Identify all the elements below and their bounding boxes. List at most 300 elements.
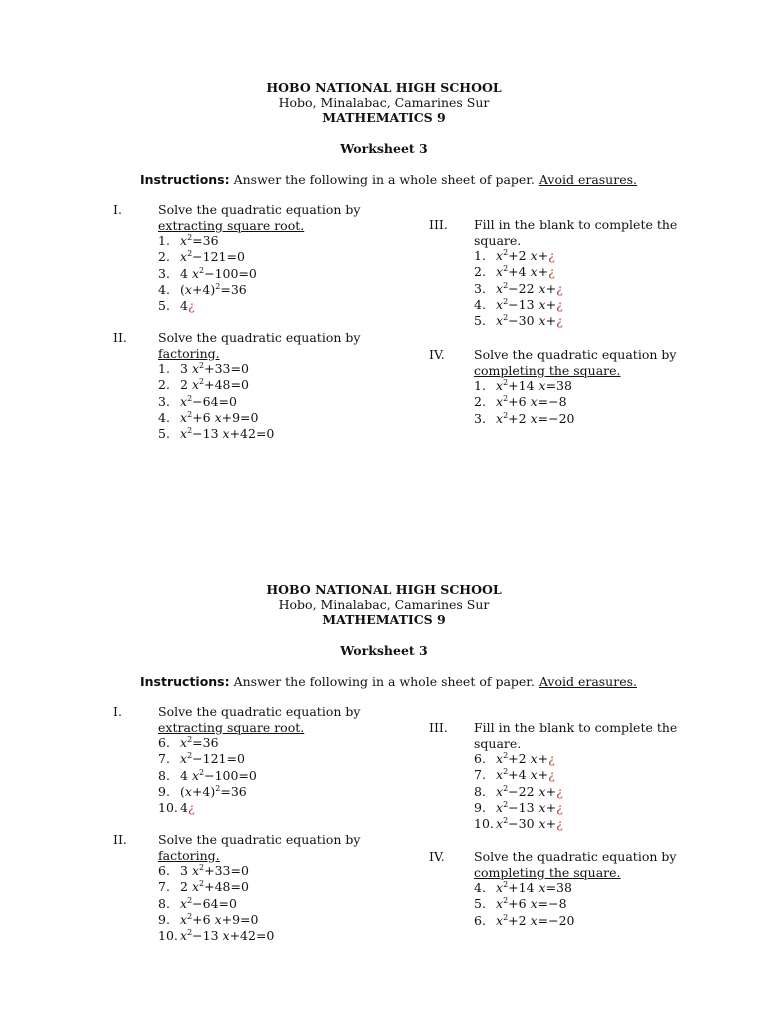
exponent: 2 bbox=[199, 377, 205, 387]
equation-text: −121=0 bbox=[192, 751, 245, 767]
item-number: 7. bbox=[474, 767, 486, 783]
item-number: 5. bbox=[474, 896, 486, 912]
equation-text: −121=0 bbox=[192, 249, 245, 265]
equation-text: −100=0 bbox=[204, 265, 257, 281]
variable: x bbox=[496, 767, 504, 783]
placeholder-glyph: ¿ bbox=[548, 751, 555, 766]
list-item bbox=[158, 768, 368, 784]
exponent: 2 bbox=[503, 896, 509, 906]
item-number: 3. bbox=[474, 280, 486, 296]
subject-title: MATHEMATICS 9 bbox=[322, 110, 446, 125]
variable: x bbox=[214, 409, 222, 425]
equation bbox=[180, 249, 245, 264]
equation-text: + bbox=[545, 296, 557, 312]
equation-text: 2 bbox=[180, 879, 192, 895]
section-method: factoring. bbox=[158, 847, 220, 863]
variable: x bbox=[530, 264, 538, 280]
equation-text: −13 bbox=[192, 928, 223, 944]
variable: x bbox=[530, 912, 538, 928]
variable: x bbox=[180, 409, 188, 425]
item-number: 6. bbox=[474, 912, 486, 928]
list-item bbox=[474, 896, 684, 912]
exponent: 2 bbox=[503, 767, 509, 777]
exponent: 2 bbox=[503, 783, 509, 793]
variable: x bbox=[538, 880, 546, 895]
item-number: 1. bbox=[158, 233, 170, 248]
placeholder-glyph: ¿ bbox=[556, 296, 563, 312]
item-number: 2. bbox=[474, 264, 486, 280]
equation-text: + bbox=[545, 816, 557, 832]
variable: x bbox=[530, 751, 538, 766]
list-item bbox=[158, 377, 368, 393]
exponent: 2 bbox=[503, 264, 509, 274]
variable: x bbox=[180, 735, 188, 750]
equation-text: =36 bbox=[220, 783, 247, 799]
item-number: 2. bbox=[158, 249, 170, 265]
instructions bbox=[140, 172, 637, 187]
list-item bbox=[474, 767, 684, 783]
variable: x bbox=[191, 377, 199, 393]
variable: x bbox=[180, 751, 188, 767]
equation-text: +9=0 bbox=[221, 911, 259, 927]
section-prompt: Solve the quadratic equation by bbox=[158, 202, 361, 217]
section-prompt: Solve the quadratic equation by bbox=[474, 849, 677, 864]
equation-text: =36 bbox=[192, 233, 219, 248]
item-list bbox=[474, 880, 684, 929]
item-number: 1. bbox=[158, 361, 170, 376]
equation-text: =36 bbox=[220, 281, 247, 297]
item-number: 6. bbox=[158, 863, 170, 878]
exponent: 2 bbox=[503, 751, 509, 760]
variable: x bbox=[496, 880, 504, 895]
exponent: 2 bbox=[187, 249, 193, 259]
section-method: square. bbox=[474, 232, 522, 248]
section-method: factoring. bbox=[158, 345, 220, 361]
section-method: extracting square root. bbox=[158, 217, 305, 233]
variable: x bbox=[184, 281, 192, 297]
school-address: Hobo, Minalabac, Camarines Sur bbox=[278, 597, 490, 612]
item-number: 5. bbox=[158, 298, 170, 314]
exponent: 2 bbox=[187, 735, 193, 744]
equation bbox=[180, 394, 237, 409]
exponent: 2 bbox=[199, 863, 205, 872]
instructions-text: Answer the following in a whole sheet of paper. bbox=[229, 172, 539, 187]
list-item bbox=[474, 880, 684, 896]
exponent: 2 bbox=[215, 783, 221, 793]
item-number: 8. bbox=[474, 783, 486, 799]
item-number: 3. bbox=[158, 393, 170, 409]
exponent: 2 bbox=[187, 911, 193, 921]
list-item bbox=[158, 735, 368, 751]
list-item bbox=[158, 896, 368, 912]
equation bbox=[180, 912, 258, 927]
item-list bbox=[158, 863, 368, 944]
equation-text: −30 bbox=[508, 816, 539, 832]
instructions-emphasis: Avoid erasures. bbox=[538, 172, 637, 187]
equation-text: ( bbox=[180, 281, 185, 297]
school-name: HOBO NATIONAL HIGH SCHOOL bbox=[266, 582, 502, 597]
list-item bbox=[474, 913, 684, 929]
equation-text: +48=0 bbox=[204, 377, 249, 393]
variable: x bbox=[530, 248, 538, 263]
equation bbox=[496, 248, 555, 263]
variable: x bbox=[191, 879, 199, 895]
section-numeral: I. bbox=[113, 704, 122, 719]
list-item bbox=[158, 298, 368, 314]
equation bbox=[180, 298, 195, 313]
exponent: 2 bbox=[503, 880, 509, 889]
section-numeral: II. bbox=[113, 330, 127, 345]
item-number: 2. bbox=[474, 394, 486, 410]
variable: x bbox=[538, 816, 546, 832]
section-prompt: Solve the quadratic equation by bbox=[474, 347, 677, 362]
variable: x bbox=[496, 751, 504, 766]
equation-text: −13 bbox=[508, 296, 539, 312]
instructions-emphasis: Avoid erasures. bbox=[538, 674, 637, 689]
variable: x bbox=[496, 248, 504, 263]
list-item bbox=[474, 411, 684, 427]
equation bbox=[180, 863, 249, 878]
equation-text: −22 bbox=[508, 280, 539, 296]
placeholder-glyph: ¿ bbox=[187, 800, 195, 816]
variable: x bbox=[222, 928, 230, 944]
equation-text: +48=0 bbox=[204, 879, 249, 895]
instructions bbox=[140, 674, 637, 689]
variable: x bbox=[496, 280, 504, 296]
item-number: 10. bbox=[158, 800, 178, 816]
placeholder-glyph: ¿ bbox=[556, 280, 563, 296]
list-item bbox=[158, 912, 368, 928]
equation bbox=[496, 913, 574, 928]
list-item bbox=[158, 784, 368, 800]
variable: x bbox=[538, 313, 546, 329]
variable: x bbox=[538, 280, 546, 296]
equation-text: +42=0 bbox=[229, 426, 275, 442]
equation-text: +6 bbox=[508, 394, 531, 410]
equation-text: −64=0 bbox=[192, 393, 237, 409]
exponent: 2 bbox=[187, 895, 193, 905]
equation-text: + bbox=[545, 783, 557, 799]
section-prompt: Fill in the blank to complete the bbox=[474, 217, 678, 232]
equation-text: −30 bbox=[508, 313, 539, 329]
equation-text: +2 bbox=[508, 751, 531, 766]
worksheet-title: Worksheet 3 bbox=[340, 643, 428, 658]
exponent: 2 bbox=[187, 393, 193, 403]
list-item bbox=[474, 816, 684, 832]
equation bbox=[180, 896, 237, 911]
section-numeral: I. bbox=[113, 202, 122, 217]
item-number: 2. bbox=[158, 377, 170, 393]
equation-text: 4 bbox=[180, 298, 188, 314]
equation-text: 4 bbox=[180, 265, 192, 281]
equation-text: =38 bbox=[545, 880, 572, 895]
variable: x bbox=[530, 896, 538, 912]
equation-text: −22 bbox=[508, 783, 539, 799]
list-item bbox=[158, 394, 368, 410]
equation-text: 4 bbox=[180, 800, 188, 816]
variable: x bbox=[538, 799, 546, 815]
item-number: 9. bbox=[158, 911, 170, 927]
equation bbox=[496, 896, 567, 911]
list-item bbox=[158, 800, 368, 816]
variable: x bbox=[180, 393, 188, 409]
equation bbox=[496, 378, 572, 393]
list-item bbox=[474, 800, 684, 816]
item-number: 4. bbox=[474, 880, 486, 895]
item-number: 4. bbox=[158, 409, 170, 425]
variable: x bbox=[180, 928, 188, 944]
section-numeral: III. bbox=[429, 720, 448, 735]
equation bbox=[496, 800, 563, 815]
equation bbox=[180, 282, 247, 297]
item-number: 4. bbox=[158, 281, 170, 297]
exponent: 2 bbox=[503, 296, 509, 306]
variable: x bbox=[530, 767, 538, 783]
equation-text: +33=0 bbox=[204, 361, 249, 376]
equation-text: −64=0 bbox=[192, 895, 237, 911]
equation-text: +4) bbox=[191, 281, 216, 297]
list-item bbox=[158, 361, 368, 377]
list-item bbox=[474, 394, 684, 410]
worksheet-bottom bbox=[0, 502, 768, 1002]
item-list bbox=[158, 735, 368, 816]
equation bbox=[496, 313, 563, 328]
variable: x bbox=[496, 378, 504, 393]
list-item bbox=[158, 751, 368, 767]
equation bbox=[180, 233, 219, 248]
equation bbox=[496, 751, 555, 766]
list-item bbox=[158, 879, 368, 895]
equation bbox=[180, 361, 249, 376]
instructions-label: Instructions: bbox=[140, 674, 230, 689]
variable: x bbox=[496, 410, 504, 426]
item-list bbox=[474, 378, 684, 427]
equation-text: 2 bbox=[180, 377, 192, 393]
exponent: 2 bbox=[503, 799, 509, 809]
list-item bbox=[158, 410, 368, 426]
equation-text: + bbox=[537, 264, 549, 280]
variable: x bbox=[538, 783, 546, 799]
equation-text: 3 bbox=[180, 361, 192, 376]
variable: x bbox=[222, 426, 230, 442]
section-method: completing the square. bbox=[474, 362, 621, 378]
variable: x bbox=[191, 361, 199, 376]
variable: x bbox=[191, 767, 199, 783]
equation bbox=[180, 751, 245, 766]
variable: x bbox=[496, 799, 504, 815]
equation-text: +6 bbox=[192, 911, 215, 927]
item-number: 5. bbox=[158, 426, 170, 442]
list-item bbox=[474, 297, 684, 313]
list-item bbox=[474, 281, 684, 297]
equation bbox=[496, 816, 563, 831]
list-item bbox=[474, 784, 684, 800]
equation-text: =−8 bbox=[537, 394, 567, 410]
exponent: 2 bbox=[215, 281, 221, 291]
variable: x bbox=[180, 233, 188, 248]
equation-text: +14 bbox=[508, 378, 539, 393]
equation-text: + bbox=[537, 248, 549, 263]
placeholder-glyph: ¿ bbox=[548, 264, 555, 280]
placeholder-glyph: ¿ bbox=[548, 248, 555, 263]
exponent: 2 bbox=[199, 879, 205, 889]
equation-text: +6 bbox=[508, 896, 531, 912]
instructions-text: Answer the following in a whole sheet of paper. bbox=[229, 674, 539, 689]
section-numeral: III. bbox=[429, 217, 448, 232]
equation-text: +2 bbox=[508, 410, 531, 426]
exponent: 2 bbox=[187, 928, 193, 938]
list-item bbox=[474, 264, 684, 280]
item-list bbox=[474, 248, 684, 329]
equation-text: 3 bbox=[180, 863, 192, 878]
equation-text: =−20 bbox=[537, 410, 575, 426]
equation-text: +33=0 bbox=[204, 863, 249, 878]
equation-text: ( bbox=[180, 783, 185, 799]
equation-text: +4 bbox=[508, 264, 531, 280]
exponent: 2 bbox=[187, 233, 193, 242]
placeholder-glyph: ¿ bbox=[556, 816, 563, 832]
item-number: 9. bbox=[474, 799, 486, 815]
equation-text: =−8 bbox=[537, 896, 567, 912]
equation-text: + bbox=[545, 280, 557, 296]
equation bbox=[496, 411, 574, 426]
equation bbox=[180, 377, 249, 392]
equation-text: +4) bbox=[191, 783, 216, 799]
list-item bbox=[158, 282, 368, 298]
variable: x bbox=[191, 265, 199, 281]
list-item bbox=[158, 863, 368, 879]
item-number: 7. bbox=[158, 751, 170, 767]
variable: x bbox=[184, 783, 192, 799]
list-item bbox=[158, 233, 368, 249]
placeholder-glyph: ¿ bbox=[556, 783, 563, 799]
variable: x bbox=[530, 410, 538, 426]
equation bbox=[496, 784, 563, 799]
list-item bbox=[158, 249, 368, 265]
exponent: 2 bbox=[199, 767, 205, 777]
variable: x bbox=[496, 896, 504, 912]
equation bbox=[496, 264, 555, 279]
item-list bbox=[158, 233, 368, 314]
item-number: 6. bbox=[158, 735, 170, 750]
item-number: 4. bbox=[474, 296, 486, 312]
equation bbox=[180, 266, 257, 281]
section-method: extracting square root. bbox=[158, 719, 305, 735]
placeholder-glyph: ¿ bbox=[187, 298, 195, 314]
equation bbox=[496, 880, 572, 895]
school-address: Hobo, Minalabac, Camarines Sur bbox=[278, 95, 490, 110]
section-numeral: II. bbox=[113, 832, 127, 847]
variable: x bbox=[180, 249, 188, 265]
equation bbox=[180, 928, 274, 943]
list-item bbox=[474, 378, 684, 394]
exponent: 2 bbox=[503, 410, 509, 420]
variable: x bbox=[191, 863, 199, 878]
item-number: 7. bbox=[158, 879, 170, 895]
item-list bbox=[474, 751, 684, 832]
variable: x bbox=[530, 394, 538, 410]
exponent: 2 bbox=[503, 313, 509, 323]
instructions-label: Instructions: bbox=[140, 172, 230, 187]
placeholder-glyph: ¿ bbox=[556, 313, 563, 329]
placeholder-glyph: ¿ bbox=[556, 799, 563, 815]
equation bbox=[496, 394, 567, 409]
variable: x bbox=[496, 394, 504, 410]
exponent: 2 bbox=[187, 751, 193, 761]
exponent: 2 bbox=[503, 394, 509, 404]
exponent: 2 bbox=[503, 378, 509, 387]
exponent: 2 bbox=[503, 912, 509, 922]
item-number: 3. bbox=[474, 410, 486, 426]
equation-text: + bbox=[537, 751, 549, 766]
exponent: 2 bbox=[503, 280, 509, 290]
equation-text: −100=0 bbox=[204, 767, 257, 783]
section-method: completing the square. bbox=[474, 864, 621, 880]
item-number: 9. bbox=[158, 783, 170, 799]
item-number: 10. bbox=[158, 928, 178, 944]
exponent: 2 bbox=[199, 265, 205, 275]
variable: x bbox=[538, 378, 546, 393]
equation-text: +2 bbox=[508, 912, 531, 928]
item-number: 3. bbox=[158, 265, 170, 281]
variable: x bbox=[180, 911, 188, 927]
equation-text: =−20 bbox=[537, 912, 575, 928]
item-number: 8. bbox=[158, 767, 170, 783]
equation bbox=[496, 767, 555, 782]
exponent: 2 bbox=[199, 361, 205, 370]
section-prompt: Solve the quadratic equation by bbox=[158, 832, 361, 847]
equation-text: =38 bbox=[545, 378, 572, 393]
equation-text: + bbox=[537, 767, 549, 783]
equation-text: + bbox=[545, 799, 557, 815]
item-number: 1. bbox=[474, 378, 486, 393]
section-method: square. bbox=[474, 735, 522, 751]
worksheet-top bbox=[0, 0, 768, 500]
variable: x bbox=[214, 911, 222, 927]
worksheet-title: Worksheet 3 bbox=[340, 141, 428, 156]
equation-text: =36 bbox=[192, 735, 219, 750]
equation-text: +4 bbox=[508, 767, 531, 783]
exponent: 2 bbox=[187, 426, 193, 436]
equation bbox=[496, 281, 563, 296]
equation bbox=[180, 800, 195, 815]
variable: x bbox=[496, 313, 504, 329]
item-number: 8. bbox=[158, 895, 170, 911]
list-item bbox=[474, 248, 684, 264]
equation-text: +14 bbox=[508, 880, 539, 895]
equation bbox=[180, 879, 249, 894]
item-number: 1. bbox=[474, 248, 486, 263]
list-item bbox=[158, 266, 368, 282]
equation-text: + bbox=[545, 313, 557, 329]
list-item bbox=[158, 426, 368, 442]
equation bbox=[180, 784, 247, 799]
item-number: 5. bbox=[474, 313, 486, 329]
equation-text: −13 bbox=[508, 799, 539, 815]
variable: x bbox=[180, 426, 188, 442]
equation-text: +9=0 bbox=[221, 409, 259, 425]
list-item bbox=[474, 313, 684, 329]
section-prompt: Solve the quadratic equation by bbox=[158, 704, 361, 719]
variable: x bbox=[496, 816, 504, 832]
equation bbox=[496, 297, 563, 312]
section-numeral: IV. bbox=[429, 849, 445, 864]
section-numeral: IV. bbox=[429, 347, 445, 362]
variable: x bbox=[180, 895, 188, 911]
variable: x bbox=[496, 783, 504, 799]
equation bbox=[180, 426, 274, 441]
variable: x bbox=[496, 912, 504, 928]
